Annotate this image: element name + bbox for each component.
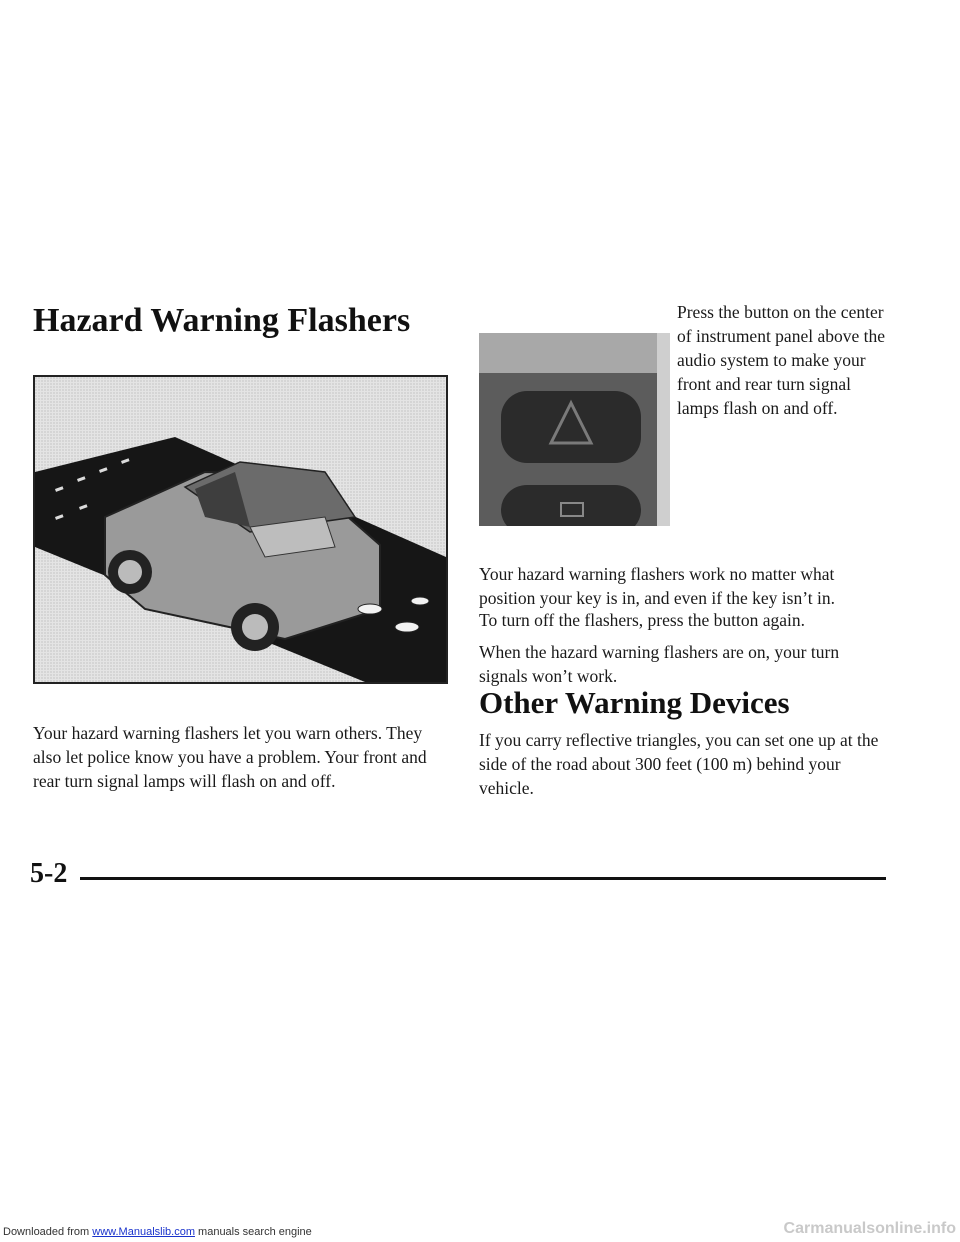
hazard-intro-text: Your hazard warning flashers let you warn others. They also let police know you have a problem. Your front and rear turn signal lamps will flash on and off.	[33, 723, 427, 791]
manualslib-link[interactable]: www.Manualslib.com	[92, 1226, 195, 1238]
heading-hazard-warning-flashers: Hazard Warning Flashers	[33, 302, 411, 339]
watermark-text: Carmanualsonline.info	[783, 1220, 956, 1237]
car-on-road-icon	[35, 377, 446, 682]
hazard-triangle-icon	[479, 333, 670, 526]
turn-off-text: To turn off the flashers, press the button again.	[479, 610, 806, 630]
footer-suffix: manuals search engine	[194, 1226, 312, 1238]
turn-signals-text: When the hazard warning flashers are on, your turn signals won’t work.	[479, 642, 840, 686]
flashers-key-text: Your hazard warning flashers work no matter what position your key is in, and even if the key isn’t in.	[479, 564, 835, 608]
footer-prefix: Downloaded from	[3, 1226, 93, 1238]
page-number: 5-2	[30, 858, 68, 889]
hazard-button-photo	[479, 333, 670, 526]
car-flashing-illustration	[33, 375, 448, 684]
heading-other-warning-devices: Other Warning Devices	[479, 685, 790, 720]
press-button-text: Press the button on the center of instrument panel above the audio system to make your front and rear turn signal lamps flash on and off.	[677, 302, 885, 418]
reflective-triangles-text: If you carry reflective triangles, you can set one up at the side of the road about 300 feet (100 m) behind your vehicle.	[479, 730, 879, 798]
page-rule	[80, 877, 886, 880]
